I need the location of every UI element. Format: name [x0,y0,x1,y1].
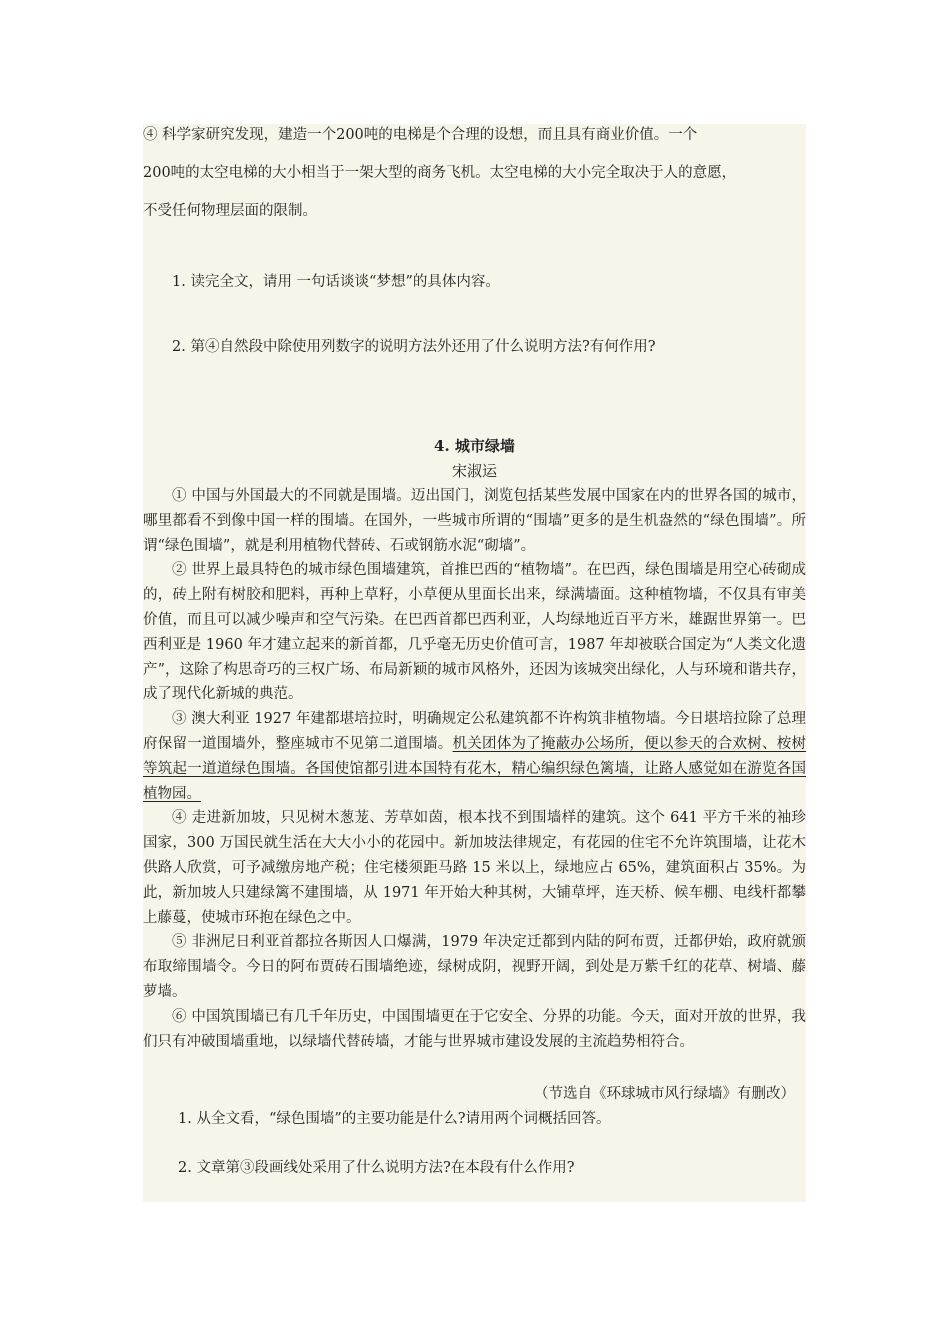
article-question2: 2. 文章第③段画线处采用了什么说明方法?在本段有什么作用? [178,1160,575,1176]
source-note: （节选自《环球城市风行绿墙》有删改） [534,1086,795,1102]
section1-question2: 2. 第④自然段中除使用列数字的说明方法外还用了什么说明方法?有何作用? [172,339,656,355]
section1-question1: 1. 读完全文，请用 一句话谈谈“梦想”的具体内容。 [172,274,500,290]
article-author: 宋淑运 [451,462,497,480]
article-question1: 1. 从全文看，“绿色围墙”的主要功能是什么?请用两个词概括回答。 [178,1111,611,1127]
paragraph-3-plain: ③ 澳大利亚 1927 年建都堪培拉时，明确规定公私建筑都不许构筑非植物墙。今日堪培拉除了总理府保留一道围墙外，整座城市不见第二道围墙。 [143,711,806,752]
paragraph-3 [143,707,806,806]
article-title: 4. 城市绿墙 [434,437,515,455]
paragraph-6: ⑥ 中国筑围墙已有几千年历史，中国围墙更在于它安全、分界的功能。今天，面对开放的世界，我们只有冲破围墙重地，以绿墙代替砖墙，才能与世界城市建设发展的主流趋势相符合。 [143,1008,806,1050]
article-body [143,484,806,1054]
paragraph-3-underlined: 机关团体为了掩蔽办公场所，便以参天的合欢树、桉树等筑起一道道绿色围墙。各国使馆都引进本国特有花木，精心编织绿色篱墙，让路人感觉如在游览各国植物园。 [143,735,807,802]
paragraph-4: ④ 走进新加坡，只见树木葱茏、芳草如茵，根本找不到围墙样的建筑。这个 641 平方千米的袖珍国家，300 万国民就生活在大大小小的花园中。新加坡法律规定，有花园的住宅不允许筑围墙，让花木供路人欣赏，可予减缴房地产税；住宅楼须距马路 15 米以上，绿地应占 65%，建筑面积占 35%。为此，新加坡人只建绿篱不建围墙，从 1971 年开始大种其树，大铺草坪，连天桥、候车棚、电线杆都攀上藤蔓，使城市环抱在绿色之中。 [143,810,806,926]
paragraph-2: ② 世界上最具特色的城市绿色围墙建筑，首推巴西的“植物墙”。在巴西，绿色围墙是用空心砖砌成的，砖上附有树胶和肥料，再种上草籽，小草便从里面长出来，绿满墙面。这种植物墙，不仅具有审美价值，而且可以减少噪声和空气污染。在巴西首都巴西利亚，人均绿地近百平方米，雄踞世界第一。巴西利亚是 1960 年才建立起来的新首都，几乎毫无历史价值可言，1987 年却被联合国定为“人类文化遗产”，这除了构思奇巧的三权广场、布局新颖的城市风格外，还因为该城突出绿化，人与环境和谐共存，成了现代化新城的典范。 [143,562,806,703]
section1-paragraph4 [143,116,815,230]
paragraph-line: 200吨的太空电梯的大小相当于一架大型的商务飞机。太空电梯的大小完全取决于人的意愿， [143,165,737,181]
paragraph-line: 不受任何物理层面的限制。 [143,203,317,219]
paragraph-1: ① 中国与外国最大的不同就是围墙。迈出国门，浏览包括某些发展中国家在内的世界各国的城市，哪里都看不到像中国一样的围墙。在国外，一些城市所谓的“围墙”更多的是生机盎然的“绿色围墙”。所谓“绿色围墙”，就是利用植物代替砖、石或钢筋水泥“砌墙”。 [143,488,806,554]
paragraph-line: ④ 科学家研究发现，建造一个200吨的电梯是个合理的设想，而且具有商业价值。一个 [143,127,698,143]
paragraph-5: ⑤ 非洲尼日利亚首都拉各斯因人口爆满，1979 年决定迁都到内陆的阿布贾，迁都伊始，政府就颁布取缔围墙令。今日的阿布贾砖石围墙绝迹，绿树成阴，视野开阔，到处是万紫千红的花草、树墙、藤萝墙。 [143,934,806,1000]
